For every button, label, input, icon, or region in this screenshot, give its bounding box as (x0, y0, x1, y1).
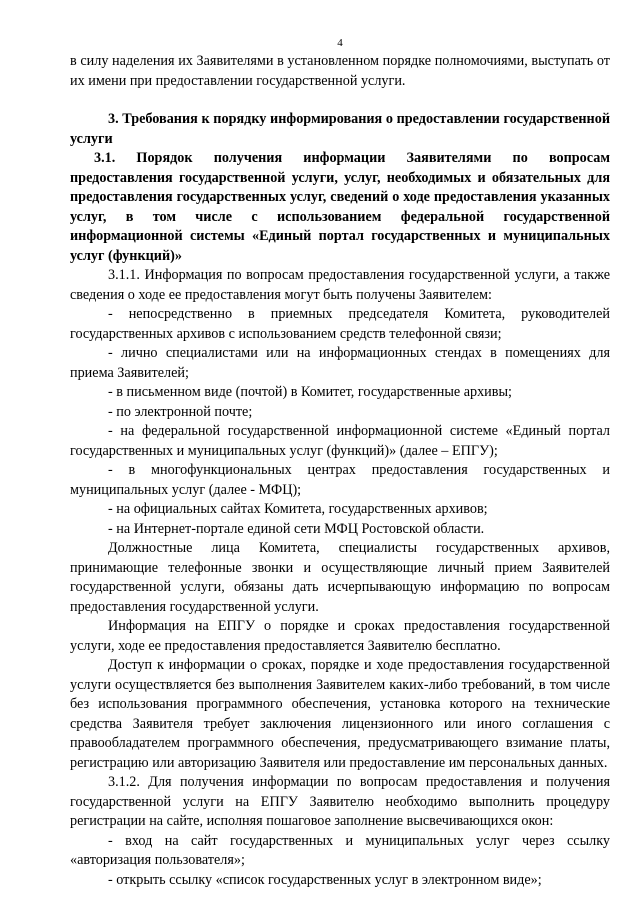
list-item: - лично специалистами или на информационных стендах в помещениях для приема Заявителей; (70, 345, 610, 381)
section-3-1-heading: 3.1. Порядок получения информации Заявителями по вопросам предоставления государственной услуги, услуг, необходимых и обязательных для предоставления государственных услуг, сведений о ходе предоставления указанных услуг, в том числе с использованием федеральной государственной информационной системы «Единый портал государственных и муниципальных услуг (функций)» (70, 150, 610, 264)
list-item: - в многофункциональных центрах предоставления государственных и муниципальных услуг (далее - МФЦ); (70, 462, 610, 498)
document-page (70, 36, 610, 890)
paragraph-3-1-2: 3.1.2. Для получения информации по вопросам предоставления и получения государственной услуги на ЕПГУ Заявителю необходимо выполнить процедуру регистрации на сайте, исполняя пошаговое заполнение высвечивающихся окон: (70, 774, 610, 829)
list-item: - непосредственно в приемных председателя Комитета, руководителей государственных архивов с использованием средств телефонной связи; (70, 306, 610, 342)
step-item: - открыть ссылку «список государственных услуг в электронном виде»; (108, 871, 542, 888)
section-3-heading: 3. Требования к порядку информирования о предоставлении государственной услуги (70, 111, 610, 147)
officials-paragraph: Должностные лица Комитета, специалисты государственных архивов, принимающие телефонные звонки и осуществляющие личный прием Заявителей государственной услуги, обязаны дать исчерпывающую информацию по вопросам предоставления государственной услуги. (70, 540, 610, 615)
intro-paragraph: в силу наделения их Заявителями в установленном порядке полномочиями, выступать от их имени при предоставлении государственной услуги. (70, 53, 610, 89)
access-paragraph: Доступ к информации о сроках, порядке и ходе предоставления государственной услуги осуществляется без выполнения Заявителем каких-либо требований, в том числе без использования программного обеспечения, установка которого на технические средства Заявителя требует заключения лицензионного или иного соглашения с правообладателем программного обеспечения, предусматривающего взимание платы, регистрацию или авторизацию Заявителя или предоставление им персональных данных. (70, 657, 610, 771)
step-item: - вход на сайт государственных и муниципальных услуг через ссылку «авторизация пользователя»; (70, 832, 610, 868)
epgu-info-paragraph: Информация на ЕПГУ о порядке и сроках предоставления государственной услуги, ходе ее предоставления предоставляется Заявителю бесплатно. (70, 618, 610, 654)
paragraph-3-1-1: 3.1.1. Информация по вопросам предоставления государственной услуги, а также сведения о ходе ее предоставления могут быть получены Заявителем: (70, 267, 610, 303)
list-item: - по электронной почте; (108, 403, 253, 420)
spacer (70, 91, 610, 110)
list-item: - на федеральной государственной информационной системе «Единый портал государственных и муниципальных услуг (функций)» (далее – ЕПГУ); (70, 423, 610, 459)
list-item: - в письменном виде (почтой) в Комитет, государственные архивы; (108, 384, 512, 400)
list-item: - на официальных сайтах Комитета, государственных архивов; (108, 501, 488, 517)
page-number: 4 (337, 37, 343, 49)
list-item: - на Интернет-портале единой сети МФЦ Ростовской области. (108, 520, 485, 537)
